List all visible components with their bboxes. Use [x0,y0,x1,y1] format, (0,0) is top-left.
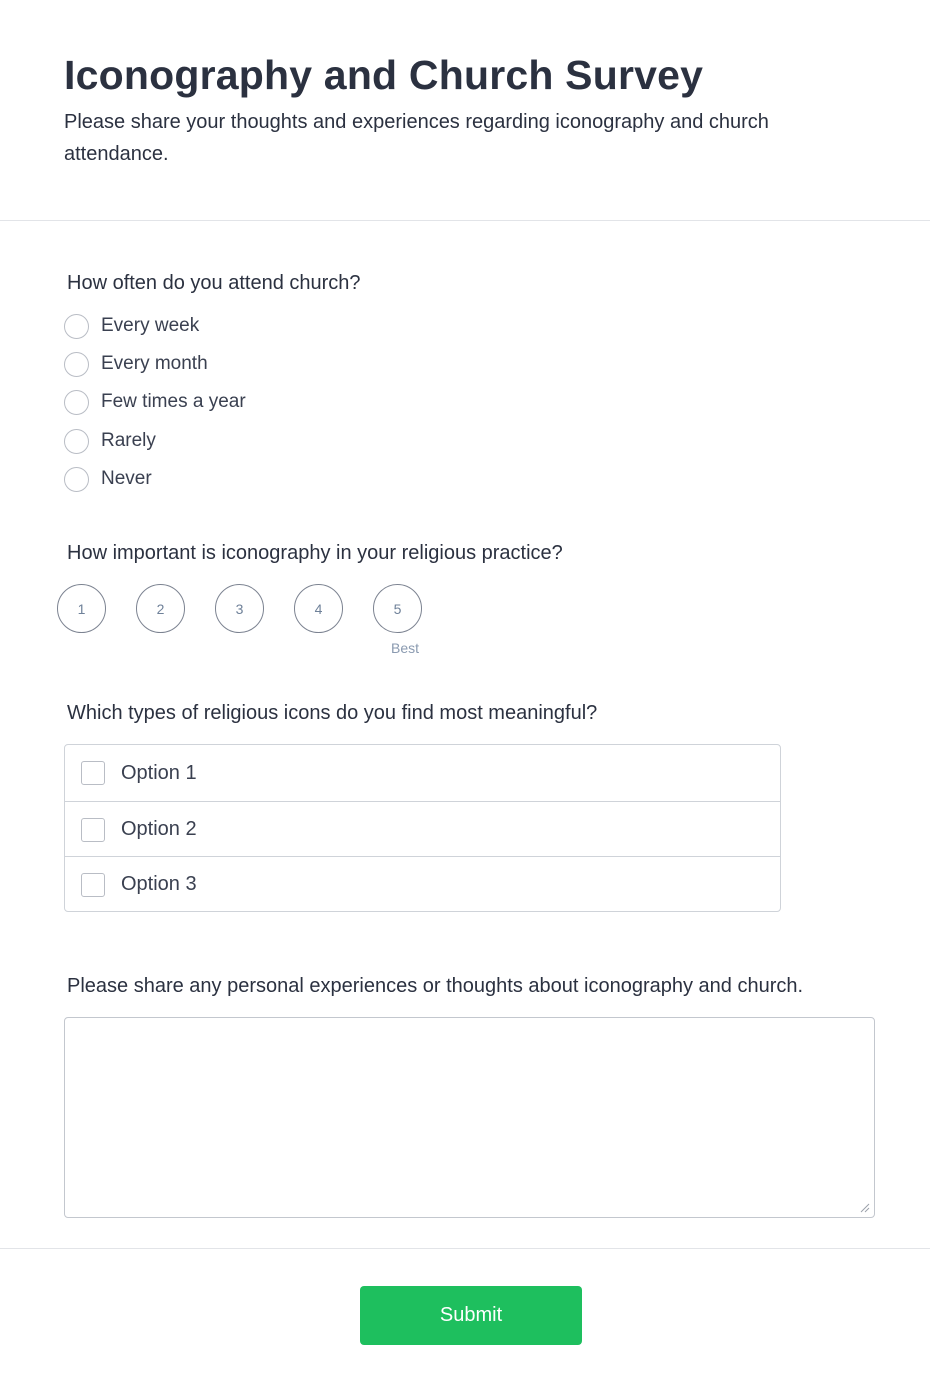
radio-label: Every week [101,315,200,336]
radio-option-few-times-a-year[interactable] [64,389,246,415]
radio-option-every-week[interactable] [64,313,199,339]
survey-header [0,0,930,221]
checkbox-option-3[interactable] [65,856,780,912]
checkbox-group [64,744,781,912]
rating-button-2[interactable]: 2 [136,584,185,633]
checkbox-label: Option 1 [121,761,197,784]
radio-label: Never [101,468,152,489]
radio-option-rarely[interactable] [64,428,156,454]
radio-circle[interactable] [64,429,89,454]
radio-circle[interactable] [64,352,89,377]
rating-button-3[interactable]: 3 [215,584,264,633]
rating-button-4[interactable]: 4 [294,584,343,633]
checkbox-option-1[interactable] [65,745,780,801]
radio-label: Every month [101,353,208,374]
checkbox[interactable] [81,873,105,897]
checkbox-label: Option 3 [121,873,197,895]
experiences-textarea[interactable] [64,1017,875,1218]
radio-label: Few times a year [101,391,246,412]
submit-button[interactable]: Submit [360,1286,582,1345]
rating-button-5[interactable]: 5 [373,584,422,633]
rating-button-1[interactable]: 1 [57,584,106,633]
question-meaningful-icons: Which types of religious icons do you find most meaningful? [67,702,598,724]
checkbox-label: Option 2 [121,818,197,840]
page-title: Iconography and Church Survey [64,52,704,98]
resize-grip-icon[interactable] [858,1201,870,1213]
checkbox[interactable] [81,818,105,842]
checkbox[interactable] [81,761,105,785]
rating-max-caption: Best [391,640,420,656]
radio-circle[interactable] [64,314,89,339]
question-personal-experiences: Please share any personal experiences or thoughts about iconography and church. [67,975,804,997]
question-iconography-importance: How important is iconography in your religious practice? [67,542,563,564]
radio-circle[interactable] [64,467,89,492]
radio-option-every-month[interactable] [64,351,208,377]
question-attendance: How often do you attend church? [67,272,361,294]
footer-divider [0,1248,930,1249]
radio-label: Rarely [101,430,156,451]
checkbox-option-2[interactable] [65,801,780,857]
survey-description: Please share your thoughts and experiences regarding iconography and church attendance. [64,111,769,165]
radio-option-never[interactable] [64,466,152,492]
radio-circle[interactable] [64,390,89,415]
